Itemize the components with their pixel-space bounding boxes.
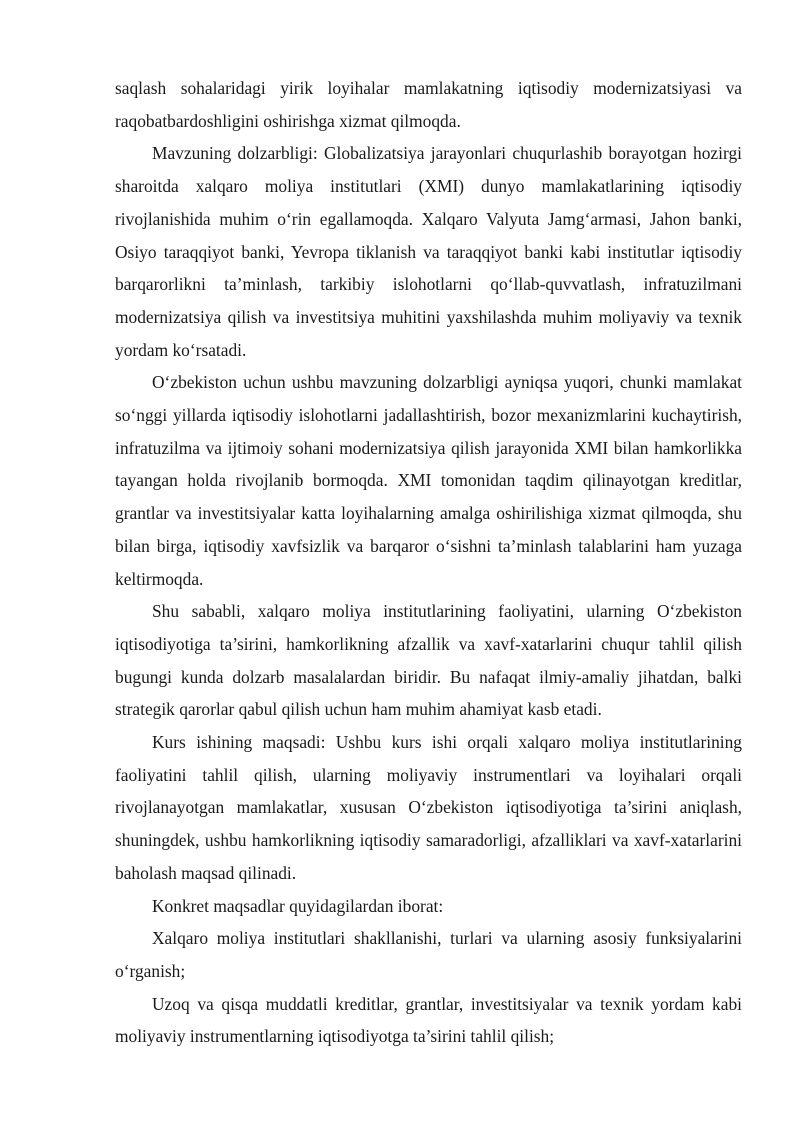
paragraph-analysis-importance: Shu sababli, xalqaro moliya institutlarining faoliyatini, ularning O‘zbekiston iqtisodiyotiga ta’sirini, hamkorlikning afzallik va xavf-xatarlarini chuqur tahlil qilish bugungi kunda dolzarb masalalardan biridir. Bu nafaqat ilmiy-amaliy jihatdan, balki strategik qarorlar qabul qilish uchun ham muhim ahamiyat kasb etadi. [115, 601, 742, 720]
paragraph-continuation: saqlash sohalaridagi yirik loyihalar mamlakatning iqtisodiy modernizatsiyasi va raqobatbardoshligini oshirishga xizmat qilmoqda. [115, 78, 742, 131]
paragraph-relevance: Mavzuning dolzarbligi: Globalizatsiya jarayonlari chuqurlashib borayotgan hozirgi sharoitda xalqaro moliya institutlari (XMI) dunyo mamlakatlarining iqtisodiy rivojlanishida muhim o‘rin egallamoqda. Xalqaro Valyuta Jamg‘armasi, Jahon banki, Osiyo taraqqiyot banki, Yevropa tiklanish va taraqqiyot banki kabi institutlar iqtisodiy barqarorlikni ta’minlash, tarkibiy islohotlarni qo‘llab-quvvatlash, infratuzilmani modernizatsiya qilish va investitsiya muhitini yaxshilashda muhim moliyaviy va texnik yordam ko‘rsatadi. [115, 143, 742, 360]
paragraph-goal-item-2: Uzoq va qisqa muddatli kreditlar, grantlar, investitsiyalar va texnik yordam kabi moliyaviy instrumentlarning iqtisodiyotga ta’sirini tahlil qilish; [115, 993, 742, 1047]
document-body [115, 72, 742, 1053]
paragraph-goal-item-1: Xalqaro moliya institutlari shakllanishi, turlari va ularning asosiy funksiyalarini o‘rganish; [115, 928, 742, 981]
paragraph-specific-goals-intro: Konkret maqsadlar quyidagilardan iborat: [152, 895, 444, 916]
paragraph-course-goal: Kurs ishining maqsadi: Ushbu kurs ishi orqali xalqaro moliya institutlarining faoliyatini tahlil qilish, ularning moliyaviy instrumentlari va loyihalari orqali rivojlanayotgan mamlakatlar, xususan O‘zbekiston iqtisodiyotiga ta’sirini aniqlash, shuningdek, ushbu hamkorlikning iqtisodiy samaradorligi, afzalliklari va xavf-xatarlarini baholash maqsad qilinadi. [115, 732, 742, 883]
paragraph-uzbekistan-relevance: O‘zbekiston uchun ushbu mavzuning dolzarbligi ayniqsa yuqori, chunki mamlakat so‘nggi yillarda iqtisodiy islohotlarni jadallashtirish, bozor mexanizmlarini kuchaytirish, infratuzilma va ijtimoiy sohani modernizatsiya qilish jarayonida XMI bilan hamkorlikka tayangan holda rivojlanib bormoqda. XMI tomonidan taqdim qilinayotgan kreditlar, grantlar va investitsiyalar katta loyihalarning amalga oshirilishiga xizmat qilmoqda, shu bilan birga, iqtisodiy xavfsizlik va barqaror o‘sishni ta’minlash talablarini ham yuzaga keltirmoqda. [115, 372, 742, 589]
